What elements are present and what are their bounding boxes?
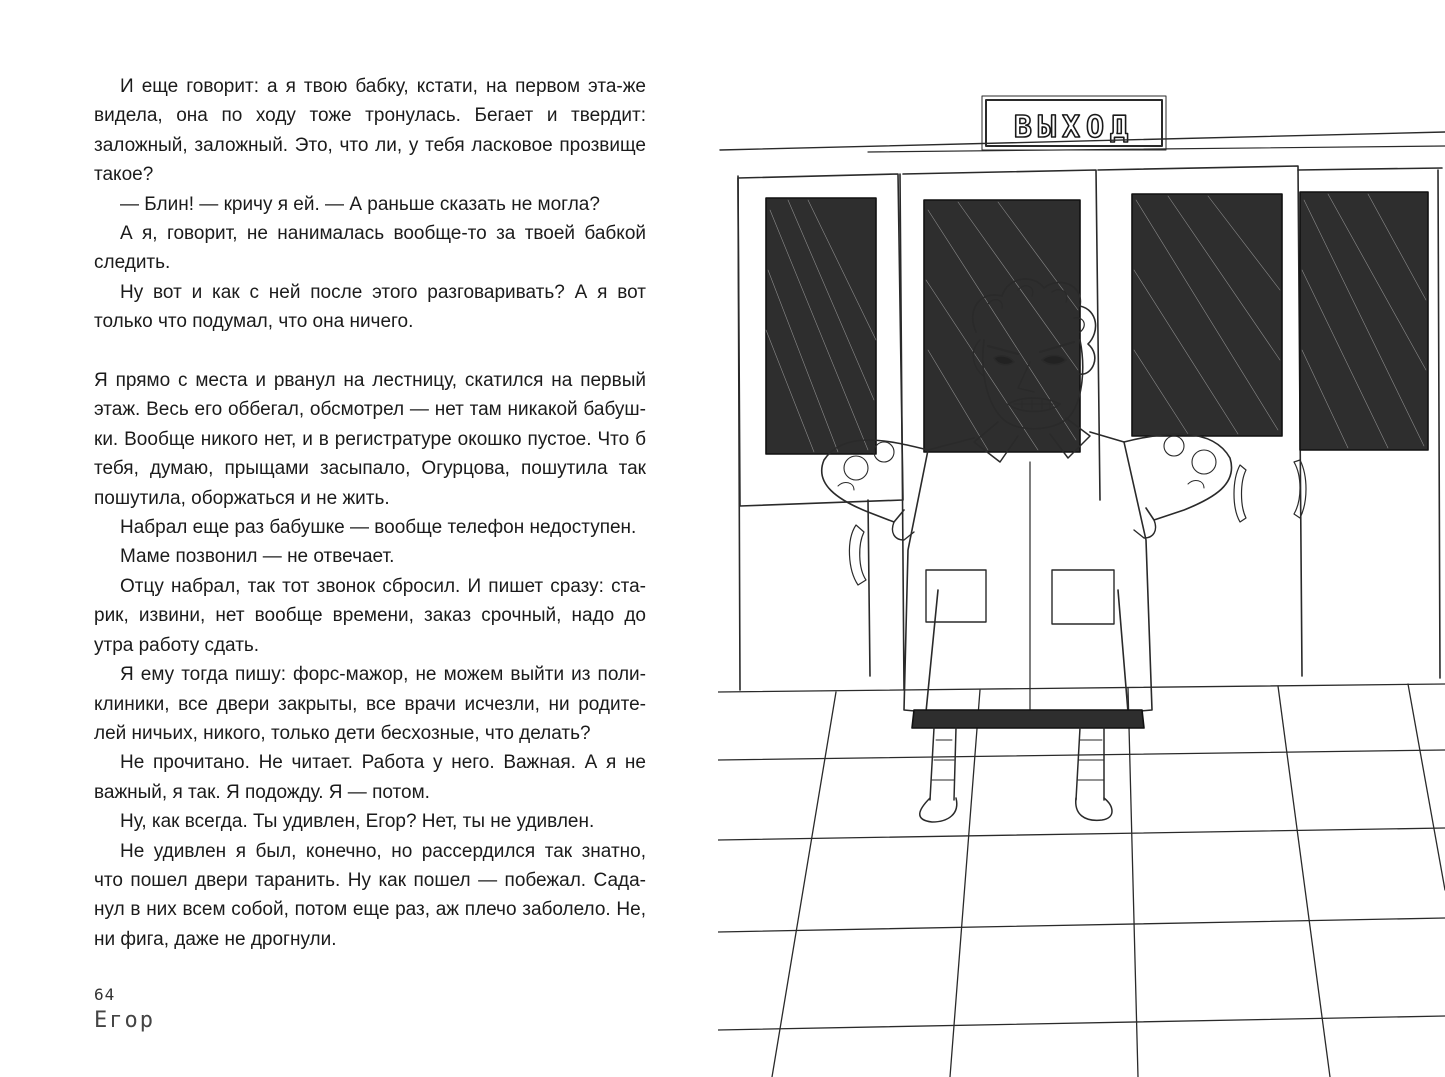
paragraph-12: Не удивлен я был, конечно, но рассердился так знатно, что пошел двери таранить. Ну как пошел — побежал. Сада-нул в них всем собой, потом еще раз, аж плечо заболело. Не, ни фига, даже не дрогнули.: [94, 840, 646, 950]
page-number: 64: [94, 985, 116, 1004]
paragraph-11: Ну, как всегда. Ты удивлен, Егор? Нет, ты не удивлен.: [120, 811, 595, 833]
floor-tiles: [718, 684, 1445, 1077]
paragraph-8: Отцу набрал, так тот звонок сбросил. И пишет сразу: ста-рик, извини, нет вообще времени, заказ срочный, надо до утра работу сдать.: [94, 575, 646, 656]
paragraph-5: Я прямо с места и рванул на лестницу, скатился на первый этаж. Весь его оббегал, обсмотрел — нет там никакой бабуш-ки. Вообще никого нет, и в регистратуре окошко пустое. Что б тебя, думаю, прыщами засыпало, Огурцова, пошутила так пошутила, оборжаться и не жить.: [94, 370, 646, 509]
left-page: [0, 0, 720, 1077]
paragraph-3: А я, говорит, не нанималась вообще-то за твоей бабкой следить.: [94, 223, 646, 274]
running-head: Егор: [94, 1008, 155, 1033]
paragraph-1: И еще говорит: а я твою бабку, кстати, на первом эта-же видела, она по ходу тоже тронулась. Бегает и твердит: заложный, заложный. Это, что ли, у тебя ласковое прозвище такое?: [94, 76, 646, 186]
paragraph-10: Не прочитано. Не читает. Работа у него. Важная. А я не важный, я так. Я подожду. Я — потом.: [94, 752, 646, 803]
exit-sign-text: ВЫХОД: [1013, 110, 1135, 145]
paragraph-7: Маме позвонил — не отвечает.: [120, 546, 395, 568]
section-break: [94, 337, 646, 366]
paragraph-9: Я ему тогда пишу: форс-мажор, не можем выйти из поли-клиники, все двери закрыты, все врачи исчезли, ни родите-лей ничьих, никого, только дети бесхозные, что делать?: [94, 664, 646, 744]
body-text: [94, 72, 646, 954]
doors: [738, 166, 1442, 690]
illustration-woman-at-exit: [718, 70, 1445, 1077]
paragraph-2: — Блин! — кричу я ей. — А раньше сказать не могла?: [120, 193, 600, 215]
paragraph-4: Ну вот и как с ней после этого разговаривать? А я вот только что подумал, что она ничего.: [94, 281, 646, 333]
paragraph-6: Набрал еще раз бабушке — вообще телефон недоступен.: [120, 517, 637, 539]
